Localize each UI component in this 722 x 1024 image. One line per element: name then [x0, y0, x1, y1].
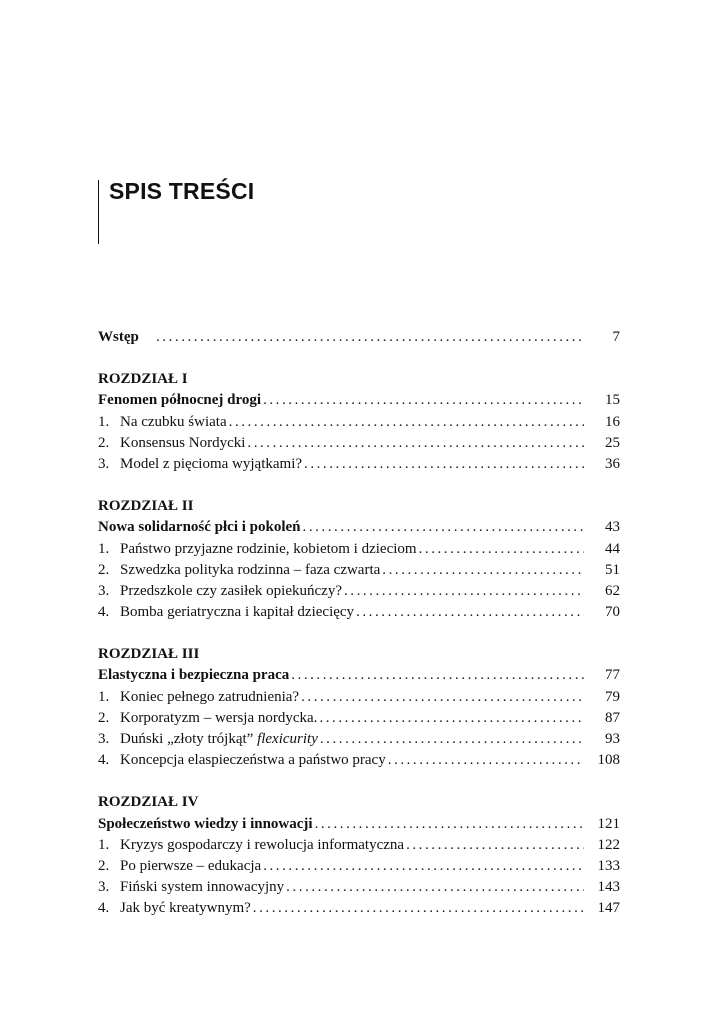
- toc-entry-page: 43: [605, 519, 620, 536]
- toc-entry-label: Fiński system innowacyjny: [120, 879, 285, 896]
- title-rule: [98, 180, 99, 244]
- toc-entry-page: 143: [597, 879, 620, 896]
- toc-entry-label: Bomba geriatryczna i kapitał dziecięcy: [120, 604, 355, 621]
- toc-entry-number: 2.: [98, 709, 110, 726]
- toc-entry-page: 93: [605, 731, 620, 747]
- toc-entry-page: 70: [605, 604, 620, 621]
- dot-leader: [229, 412, 584, 433]
- dot-leader: [301, 687, 584, 708]
- toc-entry[interactable]: [98, 412, 620, 433]
- dot-leader: [263, 390, 584, 411]
- chapter-1: [98, 369, 620, 475]
- toc-entry-page: 108: [597, 752, 620, 769]
- dot-leader: [286, 877, 584, 898]
- toc-entry-number: 2.: [98, 857, 110, 874]
- toc-entry-chapter-title[interactable]: [98, 517, 620, 538]
- toc-entry-label: Nowa solidarność płci i pokoleń: [98, 519, 301, 536]
- toc-entry-label: Przedszkole czy zasiłek opiekuńczy?: [120, 582, 342, 599]
- toc-entry-label: [120, 729, 318, 750]
- toc-entry[interactable]: [98, 560, 620, 581]
- toc-entry-page: 51: [605, 561, 620, 578]
- toc-entry-number: 3.: [98, 731, 110, 747]
- toc-entry[interactable]: [98, 729, 620, 750]
- toc-entry-page: 122: [597, 836, 620, 853]
- dot-leader: [419, 539, 584, 560]
- toc-entry-page: 44: [605, 540, 620, 557]
- dot-leader: [388, 750, 584, 771]
- chapter-heading: ROZDZIAŁ II: [98, 498, 194, 515]
- toc-entry-label: Koniec pełnego zatrudnienia?: [120, 688, 300, 705]
- toc-entry[interactable]: [98, 835, 620, 856]
- chapter-heading: ROZDZIAŁ IV: [98, 794, 199, 811]
- chapter-3: [98, 644, 620, 771]
- toc-entry-label: Po pierwsze – edukacja: [120, 857, 262, 874]
- dot-leader: [263, 856, 584, 877]
- toc-entry-page: 87: [605, 709, 620, 726]
- toc-entry-chapter-title[interactable]: [98, 390, 620, 411]
- dot-leader: [320, 729, 584, 750]
- chapter-2: [98, 496, 620, 623]
- toc-entry-number: 2.: [98, 561, 110, 578]
- toc-entry-page: 15: [605, 392, 620, 409]
- toc-entry-label: Model z pięcioma wyjątkami?: [120, 455, 303, 472]
- page-title: SPIS TREŚCI: [109, 178, 255, 204]
- toc-entry-number: 1.: [98, 413, 110, 430]
- toc-entry[interactable]: [98, 708, 620, 729]
- toc-entry[interactable]: [98, 602, 620, 623]
- toc-entry-label: Fenomen północnej drogi: [98, 392, 262, 409]
- table-of-contents: [98, 327, 620, 920]
- dot-leader: [253, 898, 584, 919]
- toc-entry-page: 133: [597, 857, 620, 874]
- toc-entry-label: Elastyczna i bezpieczna praca: [98, 667, 290, 684]
- toc-entry[interactable]: [98, 877, 620, 898]
- toc-entry[interactable]: [98, 750, 620, 771]
- toc-entry-label: Jak być kreatywnym?: [120, 900, 251, 917]
- toc-entry-intro[interactable]: [98, 327, 620, 348]
- dot-leader: [382, 560, 584, 581]
- toc-entry-label-text: Duński „złoty trójkąt”: [120, 731, 254, 747]
- toc-entry-label: Kryzys gospodarczy i rewolucja informatyczna: [120, 836, 405, 853]
- toc-entry-page: 79: [605, 688, 620, 705]
- toc-entry-label: Konsensus Nordycki: [120, 434, 246, 451]
- dot-leader: [156, 327, 584, 348]
- chapter-heading: ROZDZIAŁ III: [98, 646, 200, 663]
- toc-entry[interactable]: [98, 433, 620, 454]
- toc-entry-page: 7: [612, 329, 620, 345]
- toc-entry-number: 1.: [98, 836, 110, 853]
- toc-entry-label: Koncepcja elaspieczeństwa a państwo pracy: [120, 752, 386, 769]
- toc-entry-page: 25: [605, 434, 620, 451]
- toc-entry[interactable]: [98, 856, 620, 877]
- chapter-4: [98, 792, 620, 919]
- toc-entry-label-italic: flexicurity: [257, 731, 318, 747]
- chapter-heading: ROZDZIAŁ I: [98, 371, 188, 388]
- dot-leader: [247, 433, 584, 454]
- toc-entry[interactable]: [98, 581, 620, 602]
- toc-entry-number: 4.: [98, 752, 110, 769]
- toc-entry-number: 4.: [98, 604, 110, 621]
- toc-entry[interactable]: [98, 898, 620, 919]
- toc-entry-number: 4.: [98, 900, 110, 917]
- toc-entry-label: Wstęp: [98, 329, 139, 345]
- toc-entry-chapter-title[interactable]: [98, 665, 620, 686]
- toc-entry-page: 77: [605, 667, 620, 684]
- dot-leader: [406, 835, 584, 856]
- toc-entry-page: 16: [605, 413, 620, 430]
- toc-entry-page: 121: [597, 815, 620, 832]
- dot-leader: [319, 708, 584, 729]
- toc-entry-number: 3.: [98, 582, 110, 599]
- toc-entry-number: 2.: [98, 434, 110, 451]
- toc-entry[interactable]: [98, 539, 620, 560]
- toc-entry-number: 1.: [98, 688, 110, 705]
- dot-leader: [344, 581, 584, 602]
- toc-entry-page: 36: [605, 455, 620, 472]
- dot-leader: [315, 814, 584, 835]
- toc-entry-chapter-title[interactable]: [98, 814, 620, 835]
- toc-entry[interactable]: [98, 687, 620, 708]
- toc-entry-number: 3.: [98, 455, 110, 472]
- toc-entry-label: Społeczeństwo wiedzy i innowacji: [98, 815, 313, 832]
- toc-entry-label: Państwo przyjazne rodzinie, kobietom i dzieciom: [120, 540, 417, 557]
- toc-entry-label: Szwedzka polityka rodzinna – faza czwarta: [120, 561, 381, 578]
- toc-entry-number: 3.: [98, 879, 110, 896]
- toc-entry-page: 147: [597, 900, 620, 917]
- toc-entry-label: Korporatyzm – wersja nordycka.: [120, 709, 318, 726]
- dot-leader: [291, 665, 584, 686]
- toc-entry-label: Na czubku świata: [120, 413, 227, 430]
- toc-entry-number: 1.: [98, 540, 110, 557]
- toc-entry[interactable]: [98, 454, 620, 475]
- dot-leader: [303, 517, 584, 538]
- toc-entry-page: 62: [605, 582, 620, 599]
- dot-leader: [304, 454, 584, 475]
- dot-leader: [356, 602, 584, 623]
